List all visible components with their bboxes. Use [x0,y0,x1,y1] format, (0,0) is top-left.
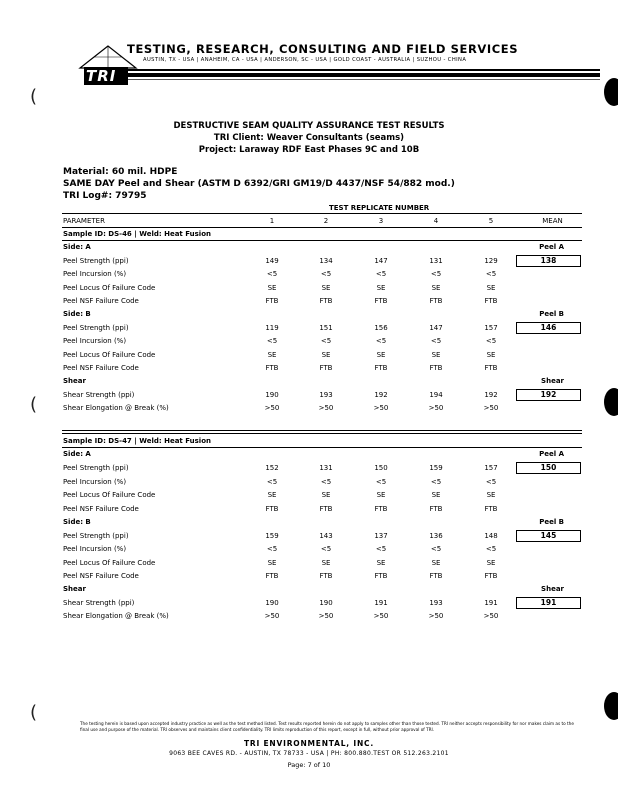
value-cell: <5 [266,545,278,553]
value-cell: <5 [485,337,497,345]
side-label: Side: A [63,450,91,458]
mean-value-box: 150 [516,462,581,474]
value-cell: 149 [265,257,279,265]
value-cell: <5 [320,337,332,345]
letterhead-locations: AUSTIN, TX - USA | ANAHEIM, CA - USA | ANDERSON, SC - USA | GOLD COAST - AUSTRALIA | SUZHOU - CHINA [143,57,467,63]
value-cell: 131 [429,257,443,265]
mean-label: Peel A [539,450,564,458]
value-cell: FTB [265,505,279,513]
value-cell: >50 [264,404,280,412]
value-cell: 131 [319,464,333,472]
value-cell: SE [321,351,331,359]
side-label: Side: A [63,243,91,251]
value-cell: >50 [264,612,280,620]
value-cell: SE [267,284,277,292]
value-cell: FTB [319,364,333,372]
value-cell: FTB [429,505,443,513]
mean-label: Shear [541,377,564,385]
footer-company: TRI ENVIRONMENTAL, INC. [244,739,374,748]
binder-mark: ( [30,702,38,723]
value-cell: SE [321,284,331,292]
value-cell: 191 [484,599,498,607]
value-cell: >50 [428,612,444,620]
value-cell: >50 [483,612,499,620]
value-cell: 147 [374,257,388,265]
col-header-5: 5 [488,217,494,225]
letterhead-rule [128,73,600,77]
value-cell: SE [431,351,441,359]
value-cell: SE [267,351,277,359]
value-cell: <5 [375,270,387,278]
value-cell: FTB [484,505,498,513]
value-cell: SE [321,491,331,499]
param-label: Peel Strength (ppi) [63,532,129,540]
value-cell: SE [486,491,496,499]
param-label: Peel Strength (ppi) [63,324,129,332]
value-cell: 129 [484,257,498,265]
binder-mark: ( [30,86,38,107]
mean-label: Peel A [539,243,564,251]
value-cell: 192 [484,391,498,399]
mean-value-box: 145 [516,530,581,542]
param-label: Peel Strength (ppi) [63,464,129,472]
param-label: Peel NSF Failure Code [63,572,139,580]
value-cell: FTB [429,297,443,305]
value-cell: 193 [319,391,333,399]
letterhead-title: TESTING, RESEARCH, CONSULTING AND FIELD SERVICES [127,42,519,56]
table-rule [62,227,582,228]
value-cell: <5 [485,478,497,486]
footer-address: 9063 BEE CAVES RD. - AUSTIN, TX 78733 - USA | PH: 800.880.TEST OR 512.263.2101 [169,750,449,757]
value-cell: FTB [265,297,279,305]
param-label: Peel NSF Failure Code [63,297,139,305]
mean-label: Peel B [539,518,564,526]
value-cell: FTB [374,505,388,513]
page-number: Page: 7 of 10 [287,761,331,769]
value-cell: FTB [429,364,443,372]
value-cell: SE [431,491,441,499]
tri-log-line: TRI Log#: 79795 [63,191,147,201]
param-label: Peel NSF Failure Code [63,364,139,372]
value-cell: 152 [265,464,279,472]
table-rule [62,433,582,434]
value-cell: >50 [318,404,334,412]
param-label: Peel Incursion (%) [63,478,127,486]
value-cell: >50 [483,404,499,412]
value-cell: 134 [319,257,333,265]
value-cell: FTB [374,572,388,580]
report-project: Project: Laraway RDF East Phases 9C and 10B [198,145,420,155]
value-cell: <5 [320,478,332,486]
value-cell: 151 [319,324,333,332]
value-cell: SE [431,559,441,567]
value-cell: 147 [429,324,443,332]
value-cell: 136 [429,532,443,540]
table-rule [62,430,582,431]
value-cell: SE [486,284,496,292]
report-client: TRI Client: Weaver Consultants (seams) [213,133,405,143]
value-cell: 119 [265,324,279,332]
tri-logo-text: TRI [86,67,117,85]
value-cell: FTB [484,572,498,580]
table-rule [62,447,582,448]
param-label: Peel NSF Failure Code [63,505,139,513]
param-label: Shear Elongation @ Break (%) [63,612,169,620]
col-header-2: 2 [323,217,329,225]
value-cell: SE [431,284,441,292]
value-cell: 157 [484,324,498,332]
value-cell: >50 [373,404,389,412]
replicate-group-header: TEST REPLICATE NUMBER [329,204,430,212]
param-label: Shear Elongation @ Break (%) [63,404,169,412]
mean-label: Shear [541,585,564,593]
param-label: Peel Incursion (%) [63,545,127,553]
method-line: SAME DAY Peel and Shear (ASTM D 6392/GRI GM19/D 4437/NSF 54/882 mod.) [63,179,455,189]
value-cell: SE [267,491,277,499]
mean-value-box: 191 [516,597,581,609]
mean-value-box: 146 [516,322,581,334]
value-cell: SE [376,351,386,359]
punch-hole [604,388,618,416]
col-header-mean: MEAN [542,217,563,225]
param-label: Shear Strength (ppi) [63,599,135,607]
material-line: Material: 60 mil. HDPE [63,167,178,177]
value-cell: 137 [374,532,388,540]
footer-disclaimer: The testing herein is based upon accepted industry practice as well as the test method listed. Test results reported herein do not apply to samples other than those tested. TRI neither accepts responsibility for nor makes claim as to the final use and purpose of the material. TRI observes and maintains client confidentiality. TRI limits reproduction of this report, except in full, without prior approval of TRI. [80,721,574,732]
value-cell: FTB [484,297,498,305]
value-cell: 157 [484,464,498,472]
value-cell: 190 [319,599,333,607]
value-cell: <5 [485,545,497,553]
value-cell: FTB [265,364,279,372]
value-cell: 191 [374,599,388,607]
mean-value-box: 192 [516,389,581,401]
param-label: Shear Strength (ppi) [63,391,135,399]
value-cell: 193 [429,599,443,607]
value-cell: 194 [429,391,443,399]
value-cell: FTB [319,572,333,580]
table-rule [62,213,582,214]
value-cell: FTB [319,297,333,305]
col-header-1: 1 [269,217,275,225]
value-cell: FTB [484,364,498,372]
value-cell: FTB [374,364,388,372]
col-header-parameter: PARAMETER [63,217,105,225]
value-cell: 190 [265,391,279,399]
value-cell: >50 [318,612,334,620]
value-cell: FTB [319,505,333,513]
value-cell: 148 [484,532,498,540]
param-label: Peel Locus Of Failure Code [63,491,156,499]
col-header-4: 4 [433,217,439,225]
table-rule [62,240,582,241]
letterhead-rule [128,79,600,80]
value-cell: <5 [375,545,387,553]
punch-hole [604,78,618,106]
letterhead-rule [128,69,600,71]
value-cell: FTB [265,572,279,580]
value-cell: 150 [374,464,388,472]
value-cell: <5 [430,270,442,278]
value-cell: 156 [374,324,388,332]
value-cell: SE [376,284,386,292]
value-cell: <5 [430,337,442,345]
mean-label: Peel B [539,310,564,318]
value-cell: <5 [320,270,332,278]
punch-hole [604,692,618,720]
report-title: DESTRUCTIVE SEAM QUALITY ASSURANCE TEST RESULTS [173,121,445,131]
value-cell: <5 [375,478,387,486]
side-label: Side: B [63,518,91,526]
value-cell: SE [486,351,496,359]
value-cell: FTB [429,572,443,580]
value-cell: 192 [374,391,388,399]
binder-mark: ( [30,394,38,415]
value-cell: <5 [320,545,332,553]
value-cell: SE [376,559,386,567]
value-cell: FTB [374,297,388,305]
param-label: Peel Locus Of Failure Code [63,284,156,292]
value-cell: 159 [265,532,279,540]
mean-value-box: 138 [516,255,581,267]
col-header-3: 3 [378,217,384,225]
value-cell: SE [376,491,386,499]
sample-title: Sample ID: DS-47 | Weld: Heat Fusion [63,437,211,445]
side-label: Shear [63,585,86,593]
value-cell: SE [321,559,331,567]
value-cell: <5 [430,545,442,553]
param-label: Peel Incursion (%) [63,270,127,278]
value-cell: >50 [428,404,444,412]
value-cell: <5 [266,478,278,486]
value-cell: SE [486,559,496,567]
value-cell: <5 [375,337,387,345]
value-cell: <5 [485,270,497,278]
param-label: Peel Locus Of Failure Code [63,559,156,567]
side-label: Side: B [63,310,91,318]
value-cell: <5 [430,478,442,486]
sample-title: Sample ID: DS-46 | Weld: Heat Fusion [63,230,211,238]
side-label: Shear [63,377,86,385]
param-label: Peel Strength (ppi) [63,257,129,265]
value-cell: 143 [319,532,333,540]
value-cell: 159 [429,464,443,472]
value-cell: 190 [265,599,279,607]
param-label: Peel Locus Of Failure Code [63,351,156,359]
value-cell: <5 [266,270,278,278]
value-cell: <5 [266,337,278,345]
value-cell: SE [267,559,277,567]
value-cell: >50 [373,612,389,620]
param-label: Peel Incursion (%) [63,337,127,345]
